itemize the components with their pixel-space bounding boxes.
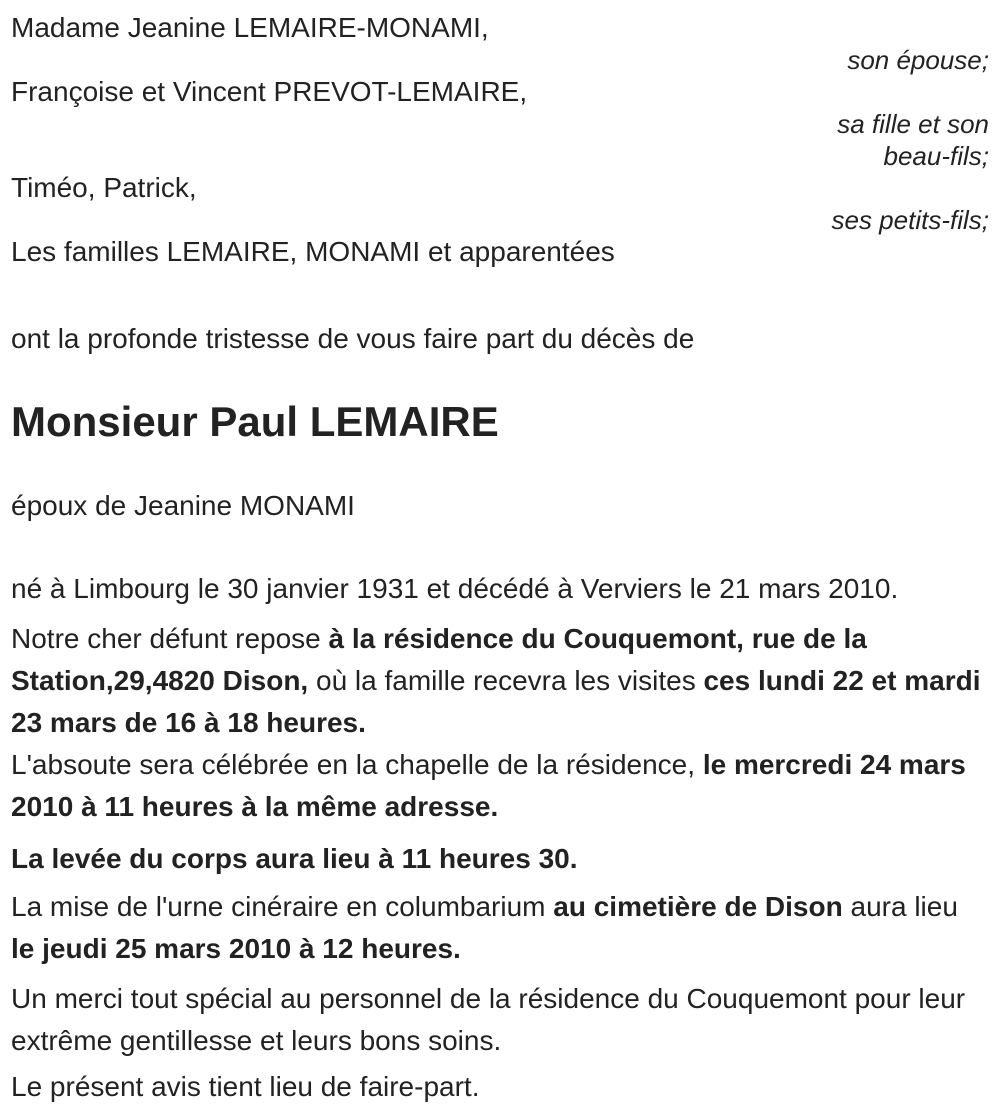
deceased-name-title: Monsieur Paul LEMAIRE xyxy=(11,398,499,445)
family-row xyxy=(11,12,989,76)
text-run-bold: à la résidence du Couquemont, rue de la Station,29,4820 Dison, xyxy=(11,623,867,696)
text-run: où la famille recevra les visites xyxy=(308,665,704,696)
family-relation: son épouse; xyxy=(847,45,989,75)
text-run: Notre cher défunt repose xyxy=(11,623,329,654)
family-names: Madame Jeanine LEMAIRE-MONAMI, xyxy=(11,12,489,43)
text-run-bold: le jeudi 25 mars 2010 à 12 heures. xyxy=(11,933,461,964)
family-row xyxy=(11,76,989,172)
family-names: Les familles LEMAIRE, MONAMI et apparentées xyxy=(11,236,615,267)
paragraph-urne-columbarium xyxy=(11,886,989,970)
text-run-bold: La levée du corps aura lieu à 11 heures 30. xyxy=(11,843,578,874)
paragraph-repose xyxy=(11,618,989,744)
family-relation: beau-fils; xyxy=(883,141,989,171)
family-row xyxy=(11,172,989,236)
paragraph-birth-death xyxy=(11,568,989,610)
paragraph-levee-du-corps xyxy=(11,838,989,880)
family-intro-block xyxy=(11,12,989,268)
announcement-line: ont la profonde tristesse de vous faire part du décès de xyxy=(11,323,695,354)
text-run: L'absoute sera célébrée en la chapelle de la résidence, xyxy=(11,749,703,780)
paragraph-faire-part xyxy=(11,1066,989,1108)
deceased-relation-subtitle: époux de Jeanine MONAMI xyxy=(11,490,355,521)
text-run: Le présent avis tient lieu de faire-part. xyxy=(11,1071,480,1102)
text-run: aura lieu xyxy=(842,891,958,922)
text-run: La mise de l'urne cinéraire en columbarium xyxy=(11,891,554,922)
family-row xyxy=(11,236,989,268)
text-run-bold: le mercredi 24 mars 2010 à 11 heures à la même adresse. xyxy=(11,749,966,822)
text-run: Un merci tout spécial au personnel de la résidence du Couquemont pour leur extrême gentillesse et leurs bons soins. xyxy=(11,983,966,1056)
text-run-bold: ces lundi 22 et mardi 23 mars de 16 à 18 heures. xyxy=(11,665,981,738)
family-names: Timéo, Patrick, xyxy=(11,172,197,203)
family-relation: sa fille et son xyxy=(837,109,989,139)
paragraph-absoute xyxy=(11,744,989,828)
text-run-bold: au cimetière de Dison xyxy=(553,891,843,922)
family-names: Françoise et Vincent PREVOT-LEMAIRE, xyxy=(11,76,528,107)
paragraph-remerciement xyxy=(11,978,989,1062)
text-run: né à Limbourg le 30 janvier 1931 et décédé à Verviers le 21 mars 2010. xyxy=(11,573,899,604)
family-relation: ses petits-fils; xyxy=(831,205,989,235)
